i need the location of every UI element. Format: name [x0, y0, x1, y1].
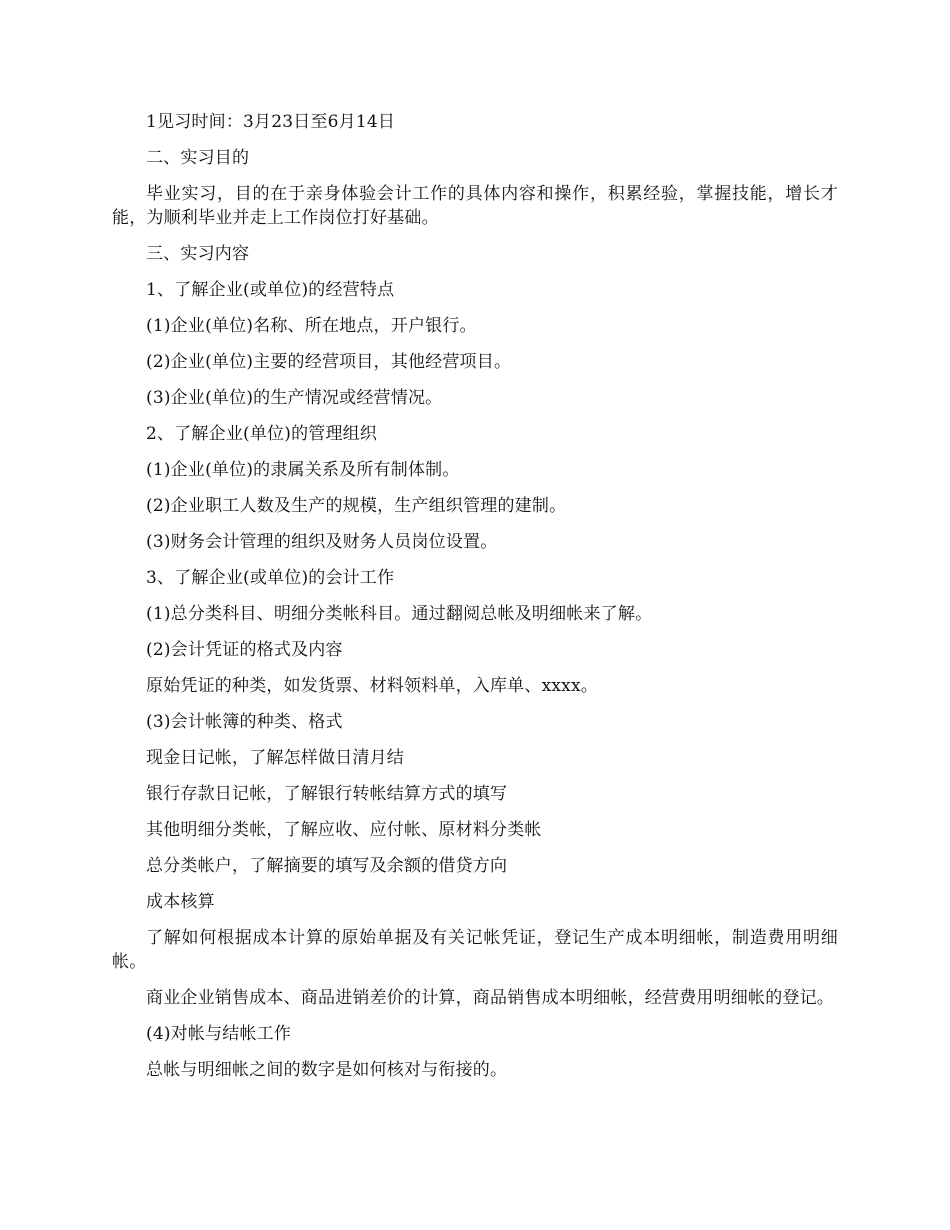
- paragraph-internship-period: 1见习时间：3月23日至6月14日: [146, 112, 396, 132]
- document-body: [112, 110, 838, 1082]
- paragraph: 银行存款日记帐，了解银行转帐结算方式的填写: [146, 784, 508, 804]
- subheading-business-features: 1、了解企业(或单位)的经营特点: [146, 280, 395, 300]
- list-item: (4)对帐与结帐工作: [146, 1024, 292, 1044]
- subheading-management-organization: 2、了解企业(单位)的管理组织: [146, 424, 378, 444]
- list-item: (2)企业职工人数及生产的规模，生产组织管理的建制。: [146, 496, 567, 516]
- paragraph: 总分类帐户，了解摘要的填写及余额的借贷方向: [146, 856, 508, 876]
- paragraph: 了解如何根据成本计算的原始单据及有关记帐凭证，登记生产成本明细帐，制造费用明细帐。: [112, 928, 838, 972]
- list-item: (1)企业(单位)名称、所在地点，开户银行。: [146, 316, 477, 336]
- list-item: (2)企业(单位)主要的经营项目，其他经营项目。: [146, 352, 512, 372]
- list-item: (3)会计帐簿的种类、格式: [146, 712, 343, 732]
- list-item: (2)会计凭证的格式及内容: [146, 640, 343, 660]
- subheading-accounting-work: 3、了解企业(或单位)的会计工作: [146, 568, 395, 588]
- paragraph: 总帐与明细帐之间的数字是如何核对与衔接的。: [146, 1060, 508, 1080]
- list-item: (1)总分类科目、明细分类帐科目。通过翻阅总帐及明细帐来了解。: [146, 604, 653, 624]
- list-item: (1)企业(单位)的隶属关系及所有制体制。: [146, 460, 460, 480]
- paragraph: 其他明细分类帐，了解应收、应付帐、原材料分类帐: [146, 820, 542, 840]
- subheading-cost-accounting: 成本核算: [146, 892, 215, 912]
- list-item: (3)财务会计管理的组织及财务人员岗位设置。: [146, 532, 498, 552]
- paragraph-purpose: 毕业实习，目的在于亲身体验会计工作的具体内容和操作，积累经验，掌握技能，增长才能，为顺利毕业并走上工作岗位打好基础。: [112, 184, 838, 228]
- heading-internship-content: 三、实习内容: [146, 244, 250, 264]
- paragraph: 现金日记帐，了解怎样做日清月结: [146, 748, 404, 768]
- paragraph: 原始凭证的种类，如发货票、材料领料单，入库单、xxxx。: [146, 676, 598, 696]
- paragraph: 商业企业销售成本、商品进销差价的计算，商品销售成本明细帐，经营费用明细帐的登记。: [146, 988, 834, 1008]
- list-item: (3)企业(单位)的生产情况或经营情况。: [146, 388, 443, 408]
- heading-internship-purpose: 二、实习目的: [146, 148, 250, 168]
